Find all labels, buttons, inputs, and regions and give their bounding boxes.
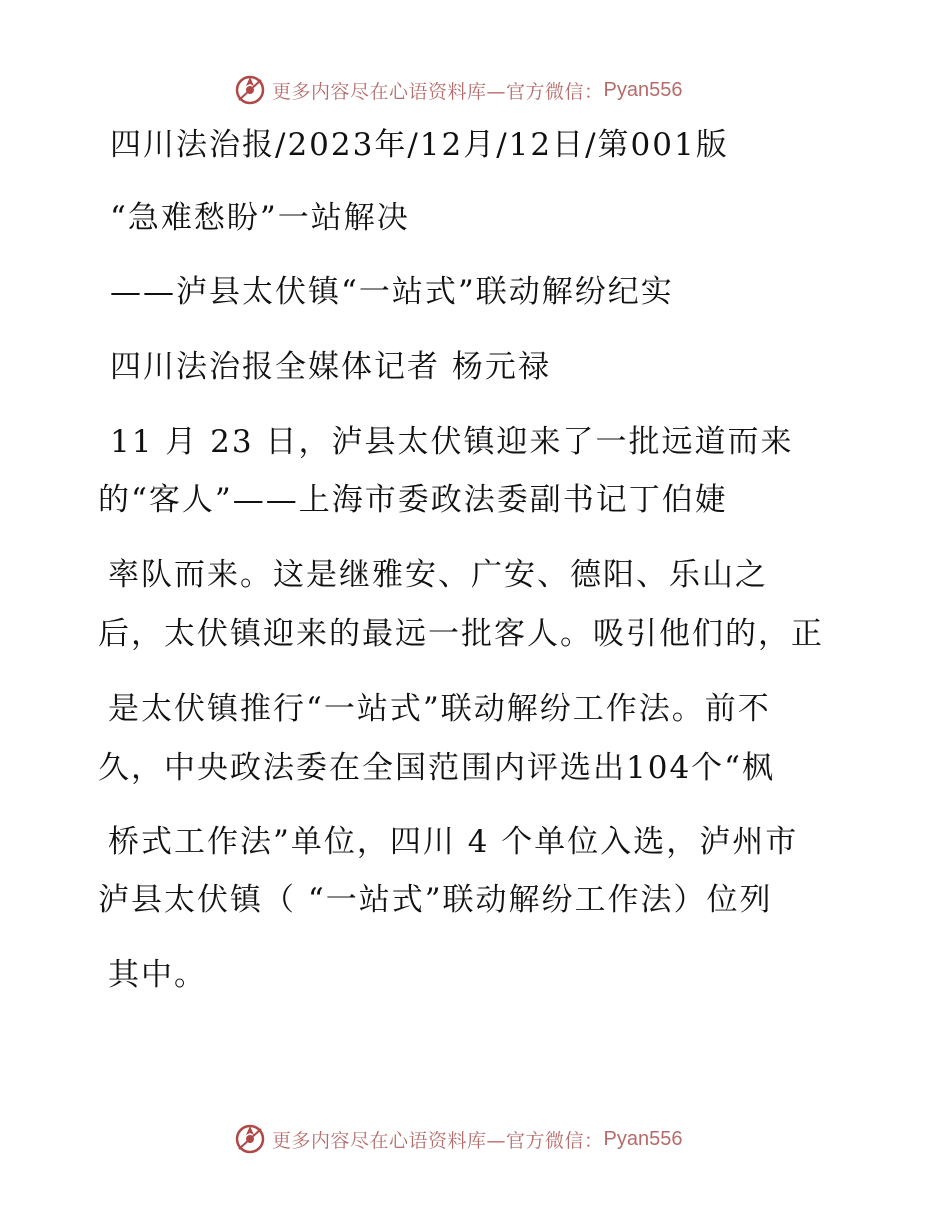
body-line: 率队而来。这是继雅安、广安、德阳、乐山之 xyxy=(108,557,768,593)
watermark-wechat-id: Pyan556 xyxy=(603,78,683,101)
article-byline: 四川法治报全媒体记者 杨元禄 xyxy=(110,349,551,385)
watermark-text: 更多内容尽在心语资料库—官方微信： xyxy=(272,80,604,103)
body-line: 后，太伏镇迎来的最远一批客人。吸引他们的，正 xyxy=(98,616,824,652)
body-line: 久，中央政法委在全国范围内评选出104个“枫 xyxy=(98,750,776,786)
quill-seal-logo-icon xyxy=(234,1123,266,1155)
watermark-wechat-id: Pyan556 xyxy=(603,1127,683,1150)
watermark-text: 更多内容尽在心语资料库—官方微信： xyxy=(272,1129,604,1152)
article-subtitle: ——泸县太伏镇“一站式”联动解纷纪实 xyxy=(110,274,674,310)
quill-seal-logo-icon xyxy=(234,74,266,106)
body-line: 桥式工作法”单位，四川 4 个单位入选，泸州市 xyxy=(108,824,799,860)
watermark-header xyxy=(234,73,682,107)
body-line: 11 月 23 日，泸县太伏镇迎来了一批远道而来 xyxy=(110,424,794,460)
body-line: 的“客人”——上海市委政法委副书记丁伯婕 xyxy=(98,482,728,518)
body-line: 是太伏镇推行“一站式”联动解纷工作法。前不 xyxy=(108,691,771,727)
watermark-footer xyxy=(234,1122,682,1156)
body-line: 泸县太伏镇（ “一站式”联动解纷工作法）位列 xyxy=(98,882,773,918)
body-line: 其中。 xyxy=(108,957,207,993)
article-title: “急难愁盼”一站解决 xyxy=(110,200,410,236)
article-source-header: 四川法治报/2023年/12月/12日/第001版 xyxy=(110,127,729,163)
